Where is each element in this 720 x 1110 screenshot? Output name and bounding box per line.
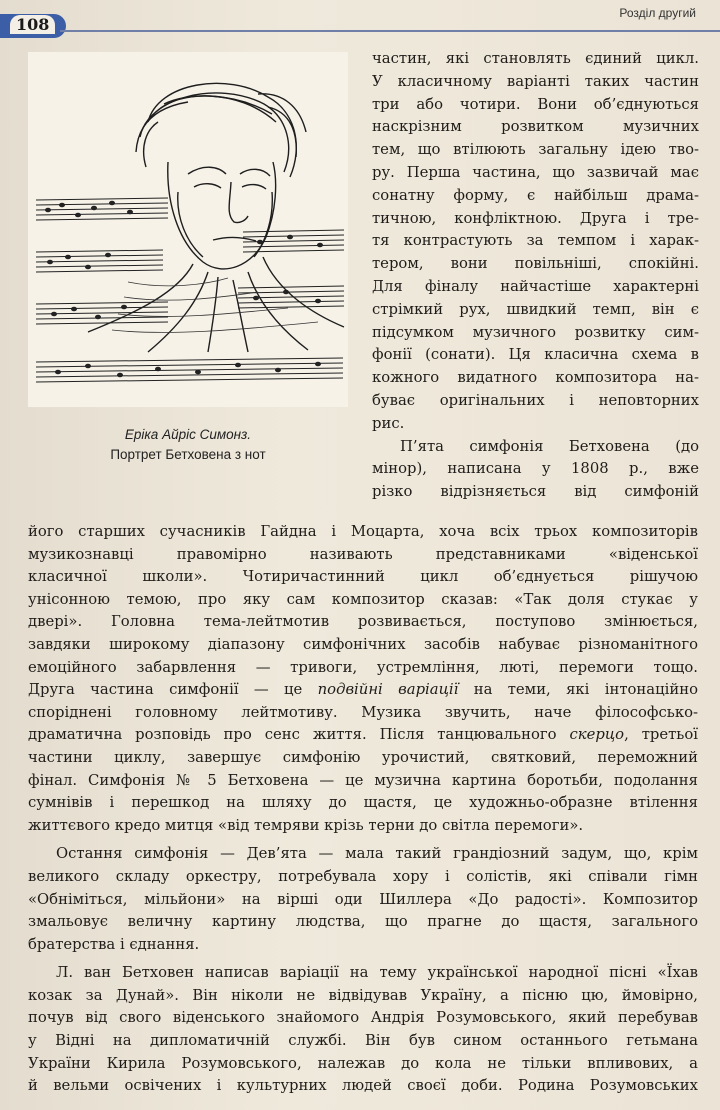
text-line: тером, вони повільніші, спокійні. — [372, 255, 699, 273]
caption-author: Еріка Айріс Симонз. — [124, 427, 252, 442]
text-line: тя контрастують за темпом і харак- — [372, 232, 699, 250]
text-line: емоційного забарвлення — тривоги, устремління, люті, перемоги тощо. — [28, 658, 698, 676]
text-line: буває оригінальних і неповторних — [372, 391, 699, 409]
text-line: змальовує величну картину людства, що прагне до щастя, загального — [28, 913, 698, 931]
music-staff — [36, 198, 168, 220]
header-rule — [60, 30, 720, 32]
caption-title: Портрет Бетховена з нот — [110, 447, 266, 462]
section-title: Розділ другий — [619, 6, 696, 20]
text-line: великого складу оркестру, потребувала хору і солістів, які співали гімн — [28, 867, 698, 885]
emphasis-double-variations: подвійні варіації — [317, 681, 459, 699]
text-line: ру. Перша частина, що зазвичай має — [372, 163, 699, 181]
text-line: сумнівів і перешкод на шляху до щастя, це художньо-образне втілення — [28, 794, 698, 812]
text-line: частин, які становлять єдиний цикл. — [372, 50, 699, 67]
text-line: П’ята симфонія Бетховена (до — [400, 437, 699, 455]
text-line: завдяки широкому діапазону симфонічних засобів набуває різноманітного — [28, 635, 698, 653]
text-line: наскрізним розвитком музичних — [372, 118, 699, 136]
text-line: у Відні на дипломатичній службі. Він був сином останнього гетьмана — [28, 1032, 698, 1050]
paragraph-cycle — [372, 48, 699, 504]
text-line: життєвого кредо митця «від темряви крізь терни до світла перемоги». — [28, 816, 584, 834]
text-run: Друга частина симфонії — це — [28, 681, 318, 699]
text-line: фінал. Симфонія № 5 Бетховена — це музична картина боротьби, подолання — [28, 771, 698, 789]
text-line: двері». Головна тема-лейтмотив розвивається, поступово змінюється, — [28, 613, 698, 631]
text-line: У класичному варіанті таких частин — [372, 72, 699, 90]
text-line: України Кирила Розумовського, належав до кола не тільки впливових, а — [28, 1054, 698, 1072]
text-line: Остання симфонія — Дев’ята — мала такий грандіозний задум, що, крім — [56, 845, 698, 863]
main-text — [28, 521, 698, 1098]
text-line: почув від свого віденського знайомого Андрія Розумовського, який перебував — [28, 1009, 698, 1027]
text-line: різко відрізняється від симфоній — [372, 483, 699, 501]
text-line: його старших сучасників Гайдна і Моцарта, хоча всіх трьох композиторів — [28, 523, 698, 540]
text-line: «Обніміться, мільйони» на вірші оди Шиллера «До радості». Композитор — [28, 890, 698, 908]
text-run: на теми, які інтонаційно — [458, 681, 699, 699]
text-line: частини циклу, завершує симфонію урочистий, святковий, переможний — [28, 748, 698, 766]
beethoven-portrait-image — [28, 52, 348, 407]
text-line — [28, 679, 698, 702]
text-line: братерства і єднання. — [28, 935, 200, 953]
text-line: Л. ван Бетховен написав варіації на тему української народної пісні «Їхав — [56, 964, 698, 982]
text-line: й вельми освічених і культурних людей своєї доби. Родина Розумовських — [28, 1077, 698, 1095]
text-line: тичною, конфліктною. Друга і тре- — [372, 209, 699, 227]
text-line: сонатну форму, є найбільш драма- — [372, 186, 699, 204]
music-staff — [36, 250, 163, 272]
music-staff — [36, 358, 343, 382]
text-line: підсумком музичного розвитку сим- — [372, 323, 699, 341]
emphasis-scherzo: скерцо — [569, 726, 625, 744]
text-run: , третьої — [624, 726, 698, 744]
text-run: драматична розповідь про сенс життя. Після танцювального — [28, 726, 570, 744]
text-line: фонії (сонати). Ця класична схема в — [372, 346, 699, 364]
text-line: три або чотири. Вони об’єднуються — [372, 95, 699, 113]
text-line: мінор), написана у 1808 р., вже — [372, 460, 699, 478]
text-line: класичної школи». Чотиричастинний цикл об’єднується рішучою — [28, 568, 698, 586]
text-line: споріднені головному лейтмотиву. Музика звучить, наче філософсько- — [28, 703, 698, 721]
text-line: Для фіналу найчастіше характерні — [372, 277, 699, 295]
text-line — [28, 724, 698, 747]
page-number: 108 — [10, 15, 55, 34]
text-line: унісонною темою, про яку сам композитор сказав: «Так доля стукає у — [28, 590, 698, 608]
text-line: кожного видатного композитора на- — [372, 369, 699, 387]
text-line: музикознавці правомірно називають представниками «віденської — [28, 545, 698, 563]
figure-caption — [28, 425, 348, 465]
text-line: тем, що втілюють загальну ідею тво- — [372, 141, 699, 159]
text-line: рис. — [372, 414, 405, 432]
text-line: стрімкий рух, швидкий темп, він є — [372, 300, 699, 318]
text-line: козак за Дунай». Він ніколи не відвідував Україну, а пісню цю, ймовірно, — [28, 986, 698, 1004]
portrait-illustration — [28, 52, 348, 407]
face-lines — [88, 83, 344, 352]
